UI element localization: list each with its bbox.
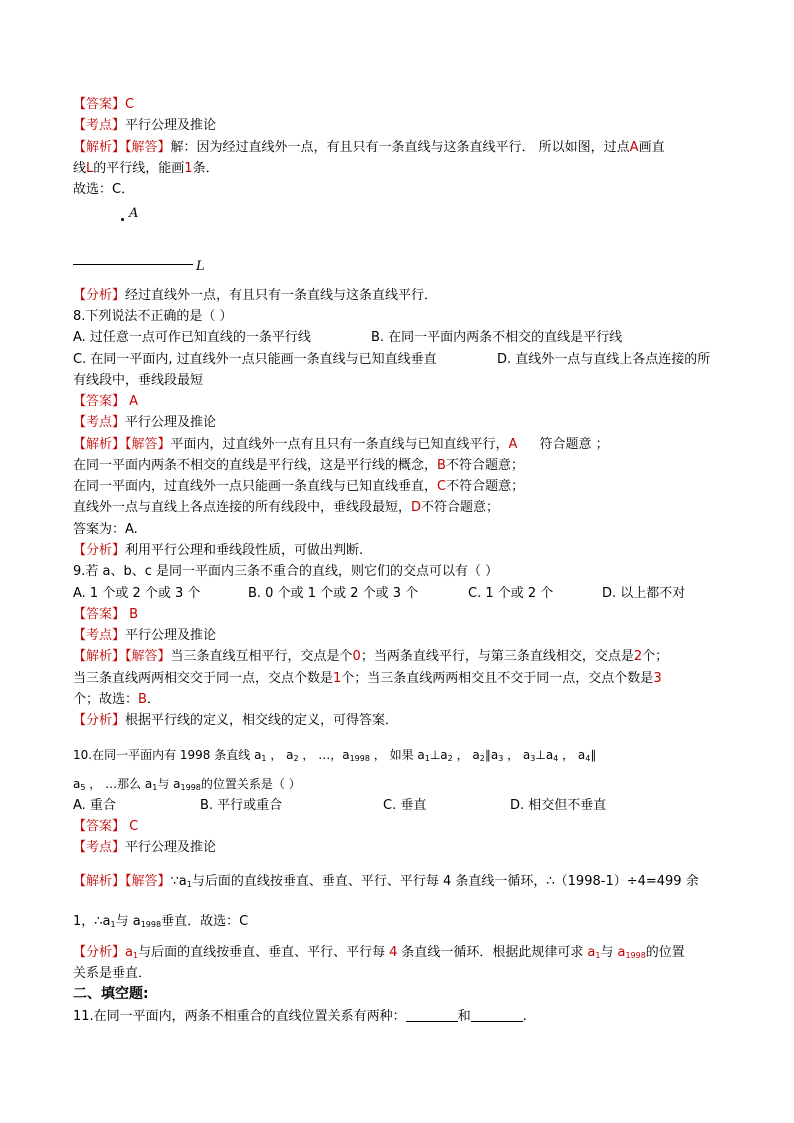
q10-sol-text: 1，∴a xyxy=(73,914,111,929)
q9-point: 平行公理及推论 xyxy=(125,628,217,643)
q7-sol-text: 的平行线，能画 xyxy=(93,161,185,176)
q10-note-var: a xyxy=(617,945,626,960)
answer-tag: 【答案】 xyxy=(73,607,126,622)
q10-stem-text: 的位置关系是（ ） xyxy=(200,777,301,791)
q7-solution-line-3: 故选：C． xyxy=(73,182,135,197)
q8-sol-letter: C xyxy=(437,479,447,494)
q10-subscript: 1 xyxy=(595,951,601,960)
q8-sol-text: 在同一平面内，过直线外一点只能画一条直线与已知直线垂直， xyxy=(73,479,438,494)
q10-answer-line xyxy=(73,818,138,836)
q7-note: 经过直线外一点，有且只有一条直线与这条直线平行． xyxy=(125,288,438,303)
q7-point: 平行公理及推论 xyxy=(125,118,217,133)
q8-option-d: D. 直线外一点与直线上各点连接的所 xyxy=(497,352,711,367)
q8-solution-line-2 xyxy=(73,457,524,475)
q10-stem-text: ∥ xyxy=(590,748,597,762)
q8-solution-line-4 xyxy=(73,499,499,517)
q10-option-b: B. 平行或重合 xyxy=(200,798,283,813)
q7-sol-text: 线 xyxy=(73,161,87,176)
q7-point-line xyxy=(73,117,216,135)
q9-sol-text: ． xyxy=(146,692,160,707)
q8-sol-letter: A xyxy=(508,437,518,452)
q8-option-a: A. 过任意一点可作已知直线的一条平行线 xyxy=(73,330,311,345)
q10-stem-text: ， …那么 a xyxy=(85,777,153,791)
q7-sol-count: 1 xyxy=(184,161,193,176)
q10-stem-text: ， …，a xyxy=(298,748,350,762)
q9-sol-text: 个；当三条直线两两相交且不交于同一点，交点个数是 xyxy=(341,671,654,686)
q10-stem-text: 与 a xyxy=(157,777,181,791)
q10-subscript: 3 xyxy=(498,754,504,763)
q10-subscript: 2 xyxy=(293,754,299,763)
q8-point-line xyxy=(73,414,216,432)
q10-note-text: 的位置 xyxy=(645,945,685,960)
q10-sol-text: ∵a xyxy=(170,874,187,889)
q10-note-text: 条直线一循环．根据此规律可求 xyxy=(401,945,584,960)
q7-sol-text: 解：因为经过直线外一点，有且只有一条直线与这条直线平行． 所以如图，过点 xyxy=(170,140,630,155)
q10-point-line xyxy=(73,839,216,857)
q8-sol-text: 不符合题意； xyxy=(445,458,524,473)
q8-option-c: C. 在同一平面内, 过直线外一点只能画一条直线与已知直线垂直 xyxy=(73,352,437,367)
q9-note-line xyxy=(73,712,398,730)
q10-stem-text: ， a xyxy=(558,748,586,762)
q8-sol-letter: B xyxy=(437,458,446,473)
q8-stem: 8.下列说法不正确的是（ ） xyxy=(73,309,233,324)
q11-stem-text: 和 xyxy=(457,1009,471,1024)
q9-option-d: D. 以上都不对 xyxy=(602,586,686,601)
q7-sol-text: 画直 xyxy=(638,140,665,155)
point-tag: 【考点】 xyxy=(73,628,126,643)
q9-sol-letter: B xyxy=(138,692,147,707)
q10-subscript: 3 xyxy=(530,754,536,763)
q10-subscript: 1998 xyxy=(625,951,646,960)
q8-solution-line-3 xyxy=(73,478,524,496)
q10-subscript: 1 xyxy=(424,754,430,763)
q10-subscript: 5 xyxy=(80,783,86,792)
q10-point: 平行公理及推论 xyxy=(125,840,217,855)
q10-stem-text: ⊥a xyxy=(429,748,448,762)
q10-note-text: 与后面的直线按垂直、垂直、平行、平行每 xyxy=(138,945,386,960)
q9-solution-line-3 xyxy=(73,691,160,709)
q10-solution-line-2 xyxy=(73,913,248,934)
q9-stem: 9.若 a、b、c 是同一平面内三条不重合的直线，则它们的交点可以有（ ） xyxy=(73,564,499,579)
figure-line-label: L xyxy=(196,259,205,274)
analysis-tag: 【分析】 xyxy=(73,945,126,960)
q9-answer-line xyxy=(73,606,138,624)
q10-subscript: 1998 xyxy=(349,754,370,763)
q9-option-b: B. 0 个或 1 个或 2 个或 3 个 xyxy=(248,586,419,601)
q7-note-line xyxy=(73,287,437,305)
q10-subscript: 1 xyxy=(261,754,267,763)
q9-sol-text: 当三条直线互相平行，交点是个 xyxy=(170,649,353,664)
analysis-tag: 【分析】 xyxy=(73,713,126,728)
answer-tag: 【答案】 xyxy=(73,394,126,409)
q10-note-text: 与 xyxy=(600,945,614,960)
q10-stem-text: ∥a xyxy=(484,748,499,762)
q8-sol-text: 直线外一点与直线上各点连接的所有线段中，垂线段最短， xyxy=(73,500,412,515)
q8-note-line xyxy=(73,542,363,560)
q9-sol-text: 当三条直线两两相交交于同一点，交点个数是 xyxy=(73,671,334,686)
q10-option-a: A. 重合 xyxy=(73,798,116,813)
figure-line xyxy=(73,264,193,265)
analysis-tag: 【分析】 xyxy=(73,543,126,558)
q11-stem-text: . xyxy=(522,1009,527,1024)
q7-sol-text: 条． xyxy=(192,161,219,176)
q10-stem-text: a xyxy=(73,777,81,791)
q10-solution-line-1 xyxy=(73,873,699,894)
q10-subscript: 4 xyxy=(585,754,591,763)
q8-option-d-cont: 有线段中，垂线段最短 xyxy=(73,373,204,388)
analysis-full-tag: 【解析】【解答】 xyxy=(73,649,171,664)
q10-note-num: 4 xyxy=(389,945,398,960)
analysis-tag: 【分析】 xyxy=(73,288,126,303)
q8-answer-line xyxy=(73,393,138,411)
q9-answer: B xyxy=(129,607,139,622)
q7-answer: C xyxy=(125,97,135,112)
q9-sol-num: 1 xyxy=(333,671,342,686)
q10-subscript: 1998 xyxy=(180,783,201,792)
q10-subscript: 2 xyxy=(447,754,453,763)
answer-tag: 【答案】 xyxy=(73,819,126,834)
q7-solution-line-2 xyxy=(73,160,219,178)
q8-sol-text: 在同一平面内两条不相交的直线是平行线，这是平行线的概念， xyxy=(73,458,438,473)
q10-subscript: 1 xyxy=(110,920,116,929)
q10-subscript: 1 xyxy=(132,951,139,960)
analysis-full-tag: 【解析】【解答】 xyxy=(73,140,171,155)
q10-sol-text: 垂直．故选：C xyxy=(161,914,249,929)
point-tag: 【考点】 xyxy=(73,840,126,855)
analysis-full-tag: 【解析】【解答】 xyxy=(73,874,171,889)
answer-tag: 【答案】 xyxy=(73,97,126,112)
q10-option-c: C. 垂直 xyxy=(383,798,427,813)
q9-sol-text: ；当两条直线平行，与第三条直线相交，交点是 xyxy=(360,649,634,664)
q8-option-b: B. 在同一平面内两条不相交的直线是平行线 xyxy=(371,330,623,345)
q8-note: 利用平行公理和垂线段性质，可做出判断. xyxy=(125,543,364,558)
q10-subscript: 1 xyxy=(152,783,158,792)
q10-stem-text: ， a xyxy=(266,748,294,762)
q8-point: 平行公理及推论 xyxy=(125,415,217,430)
q11-stem xyxy=(73,1008,527,1026)
point-tag: 【考点】 xyxy=(73,118,126,133)
q10-stem-line-2 xyxy=(73,775,301,797)
q10-stem-text: ， 如果 a xyxy=(369,748,425,762)
q8-sol-text: 符合题意 ； xyxy=(539,437,609,452)
q7-solution-line-1 xyxy=(73,139,665,157)
q10-sol-text: 与 a xyxy=(115,914,141,929)
q10-stem-text: ， a xyxy=(503,748,531,762)
q8-solution-line-1 xyxy=(73,436,609,454)
q9-sol-num: 2 xyxy=(633,649,643,664)
figure-point-dot xyxy=(121,218,124,221)
q7-sol-point-a: A xyxy=(629,140,639,155)
q10-sol-text: 与后面的直线按垂直、垂直、平行、平行每 4 条直线一循环，∴（1998-1）÷4=499 余 xyxy=(191,874,699,889)
figure-point-label: A xyxy=(129,206,139,221)
q10-stem-text: ⊥a xyxy=(535,748,554,762)
q8-sol-letter: D xyxy=(411,500,422,515)
point-tag: 【考点】 xyxy=(73,415,126,430)
q8-sol-text: 平面内，过直线外一点有且只有一条直线与已知直线平行， xyxy=(170,437,509,452)
q9-sol-text: 个； xyxy=(642,649,669,664)
q8-answer: A xyxy=(129,394,139,409)
q11-stem-text: 11.在同一平面内，两条不相重合的直线位置关系有两种： xyxy=(73,1009,406,1024)
q9-sol-text: 个；故选： xyxy=(73,692,139,707)
q9-option-c: C. 1 个或 2 个 xyxy=(468,586,554,601)
q9-solution-line-1 xyxy=(73,648,668,666)
analysis-full-tag: 【解析】【解答】 xyxy=(73,437,171,452)
q11-blank-1[interactable] xyxy=(406,1009,458,1022)
q9-solution-line-2 xyxy=(73,670,662,688)
q7-answer-line xyxy=(73,96,134,114)
q9-option-a: A. 1 个或 2 个或 3 个 xyxy=(73,586,201,601)
q9-point-line xyxy=(73,627,216,645)
q10-note-line-1 xyxy=(73,944,685,965)
q10-option-d: D. 相交但不垂直 xyxy=(510,798,607,813)
q9-note: 根据平行线的定义，相交线的定义，可得答案． xyxy=(125,713,399,728)
q9-sol-num: 3 xyxy=(653,671,662,686)
q10-subscript: 4 xyxy=(553,754,559,763)
q10-stem-text: ， a xyxy=(452,748,480,762)
q10-subscript: 1998 xyxy=(140,920,162,929)
q10-subscript: 2 xyxy=(479,754,485,763)
q10-answer: C xyxy=(129,819,139,834)
q10-note-var: a xyxy=(587,945,596,960)
q10-subscript: 1 xyxy=(186,880,192,889)
q10-note-var: a xyxy=(125,945,133,960)
q10-stem-line-1 xyxy=(73,746,596,768)
q8-sol-text: 不符合题意； xyxy=(446,479,525,494)
section-title: 二、填空题: xyxy=(73,986,149,1002)
q10-note-line-2: 关系是垂直． xyxy=(73,966,152,981)
q10-stem-text: 10.在同一平面内有 1998 条直线 a xyxy=(73,748,262,762)
q11-blank-2[interactable] xyxy=(471,1009,523,1022)
q8-sol-text: 不符合题意； xyxy=(421,500,500,515)
q9-sol-num: 0 xyxy=(352,649,361,664)
q7-sol-line-l: L xyxy=(86,161,94,176)
q8-solution-line-5: 答案为：A. xyxy=(73,522,138,537)
